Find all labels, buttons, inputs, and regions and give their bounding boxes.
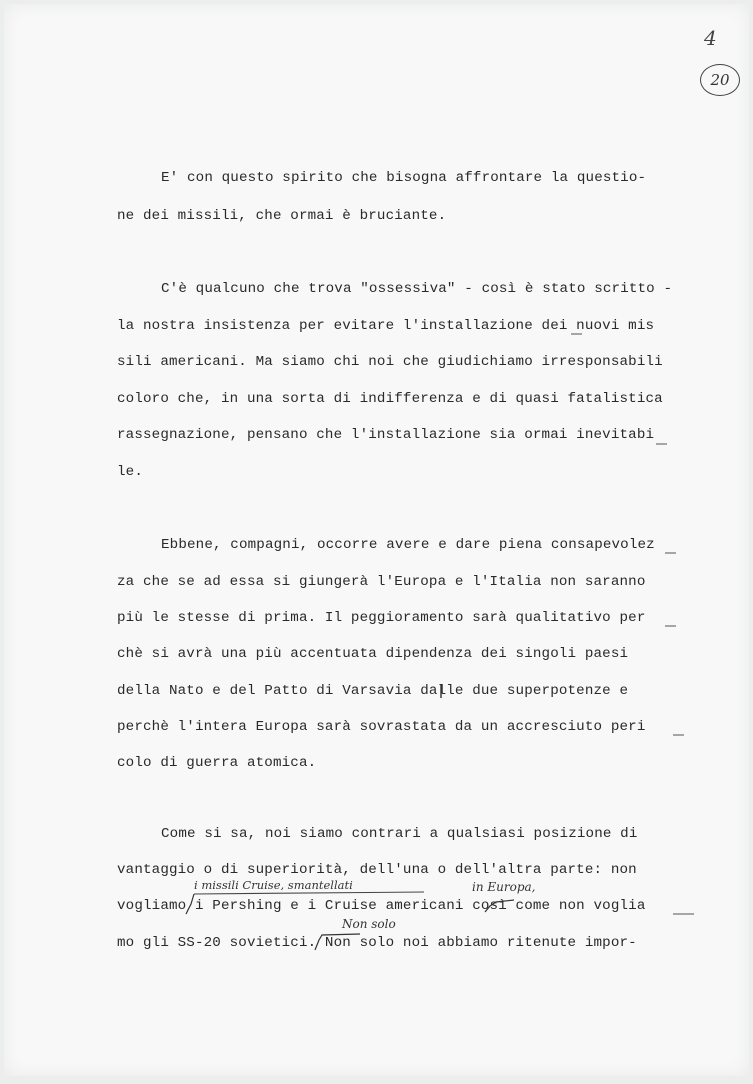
annotation-underline [194, 892, 424, 894]
text-line: ne dei missili, che ormai è bruciante. [117, 208, 447, 224]
text-line: Come si sa, noi siamo contrari a qualsiasi posizione di [161, 826, 638, 842]
text-line: chè si avrà una più accentuata dipendenza dei singoli paesi [117, 646, 629, 662]
text-line: le. [117, 464, 143, 480]
text-line: rassegnazione, pensano che l'installazione sia ormai inevitabi [117, 427, 655, 443]
text-line: la nostra insistenza per evitare l'installazione dei nuovi mis [117, 318, 655, 334]
text-line: vantaggio o di superiorità, dell'una o dell'altra parte: non [117, 862, 637, 878]
text-line: za che se ad essa si giungerà l'Europa e l'Italia non saranno [117, 574, 646, 590]
text-line: sili americani. Ma siamo chi noi che giudichiamo irresponsabili [117, 354, 663, 370]
text-line: E' con questo spirito che bisogna affrontare la questio- [161, 170, 647, 186]
handwritten-marks [4, 4, 749, 1076]
insertion-caret [186, 894, 194, 914]
handwritten-insertion: Non solo [342, 917, 396, 931]
handwritten-insertion: i missili Cruise, smantellati [194, 878, 353, 892]
text-line: colo di guerra atomica. [117, 755, 317, 771]
handwritten-insertion: in Europa, [472, 880, 536, 894]
text-line: mo gli SS-20 sovietici. Non solo noi abbiamo ritenute impor- [117, 935, 637, 951]
document-page [4, 4, 749, 1076]
text-line: più le stesse di prima. Il peggioramento sarà qualitativo per [117, 610, 646, 626]
text-line: C'è qualcuno che trova "ossessiva" - così è stato scritto - [161, 281, 673, 297]
text-line: perchè l'intera Europa sarà sovrastata da un accresciuto peri [117, 719, 646, 735]
circled-page-number-text: 20 [710, 71, 730, 89]
text-line: vogliamo i Pershing e i Cruise americani così come non voglia [117, 898, 646, 914]
insertion-caret [485, 900, 514, 912]
insertion-caret [315, 934, 360, 950]
text-line: Ebbene, compagni, occorre avere e dare piena consapevolez [161, 537, 655, 553]
text-line: della Nato e del Patto di Varsavia dalle due superpotenze e [117, 683, 629, 699]
text-line: coloro che, in una sorta di indifferenza e di quasi fatalistica [117, 391, 663, 407]
handwritten-page-number: 4 [704, 26, 717, 50]
